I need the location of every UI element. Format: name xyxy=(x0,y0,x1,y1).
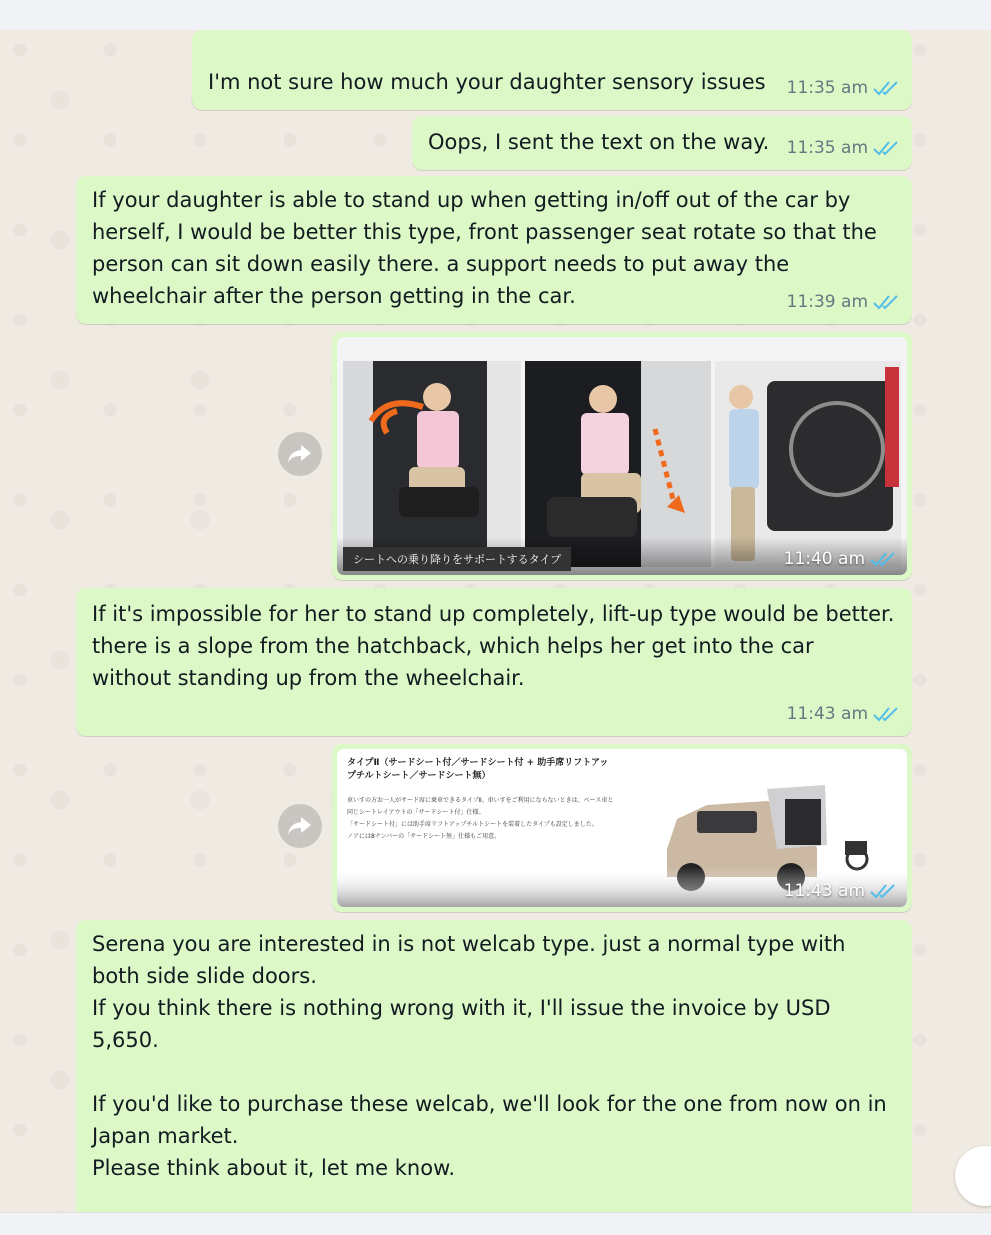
forward-arrow-icon xyxy=(287,443,313,465)
message-text: I'm not sure how much your daughter sensory issues xyxy=(208,70,766,94)
message-text: If it's impossible for her to stand up completely, lift-up type would be better. there is a slope from the hatchback, which helps her get into the car without standing up from the wheelchair. xyxy=(92,602,895,690)
outgoing-message[interactable] xyxy=(412,116,912,170)
double-check-icon xyxy=(869,550,897,568)
image-message[interactable] xyxy=(332,332,912,580)
top-bar xyxy=(0,0,991,31)
compose-bar xyxy=(0,1212,991,1235)
message-text: If your daughter is able to stand up when getting in/off out of the car by herself, I would be better this type, front passenger seat rotate so that the person can sit down easily there. a support needs to put away the wheelchair after the person getting in the car. xyxy=(92,188,884,308)
message-meta xyxy=(784,881,897,901)
double-check-icon xyxy=(872,293,900,311)
image-caption: シートへの乗り降りをサポートするタイプ xyxy=(343,547,571,571)
chat-panel[interactable] xyxy=(0,30,991,1212)
double-check-icon xyxy=(872,139,900,157)
message-time: 11:35 am xyxy=(786,78,868,98)
message-time: 11:43 am xyxy=(783,881,865,901)
forward-arrow-icon xyxy=(287,815,313,837)
message-text: Serena you are interested in is not welcab type. just a normal type with both side slide doors. If you think there is nothing wrong with it, I'll issue the invoice by USD 5,650. If you'd like to purchase these welcab, we'll look for the one from now on in Japan market. Please think about it, let me know. xyxy=(92,932,887,1180)
photo-seat-support[interactable] xyxy=(337,337,907,575)
message-meta xyxy=(787,286,900,318)
message-time: 11:39 am xyxy=(786,292,868,312)
image-message[interactable] xyxy=(332,744,912,912)
double-check-icon xyxy=(869,882,897,900)
message-meta xyxy=(787,72,900,104)
photo-lift-type[interactable] xyxy=(337,749,907,907)
double-check-icon xyxy=(872,79,900,97)
message-meta xyxy=(787,132,900,164)
forward-button[interactable] xyxy=(278,804,322,848)
outgoing-message[interactable] xyxy=(192,30,912,110)
message-meta xyxy=(784,549,897,569)
forward-button[interactable] xyxy=(278,432,322,476)
car-seat-photo xyxy=(337,337,907,575)
outgoing-message[interactable] xyxy=(76,176,912,324)
message-time: 11:40 am xyxy=(783,549,865,569)
outgoing-message[interactable] xyxy=(76,588,912,736)
message-meta xyxy=(787,698,900,730)
outgoing-message[interactable] xyxy=(76,920,912,1212)
message-time: 11:43 am xyxy=(786,704,868,724)
image-title: タイプⅡ（サードシート付／サードシート付 + 助手席リフトアップチルトシート／サードシート無） xyxy=(347,758,609,781)
scroll-down-button[interactable] xyxy=(955,1146,991,1206)
double-check-icon xyxy=(872,705,900,723)
message-time: 11:35 am xyxy=(786,138,868,158)
message-text: Oops, I sent the text on the way. xyxy=(428,130,770,154)
image-body: 車いすの方お一人がサード席に乗車できるタイプⅡ。車いすをご利用にならないときは、ベース車と同じシートレイアウトの「サードシート付」仕様。 「サードシート付」には助手席リフトアップチルトシートを装着したタイプも設定しました。 ノアには8ナンバーの「サードシート無」仕様もご用意。 xyxy=(347,797,614,840)
